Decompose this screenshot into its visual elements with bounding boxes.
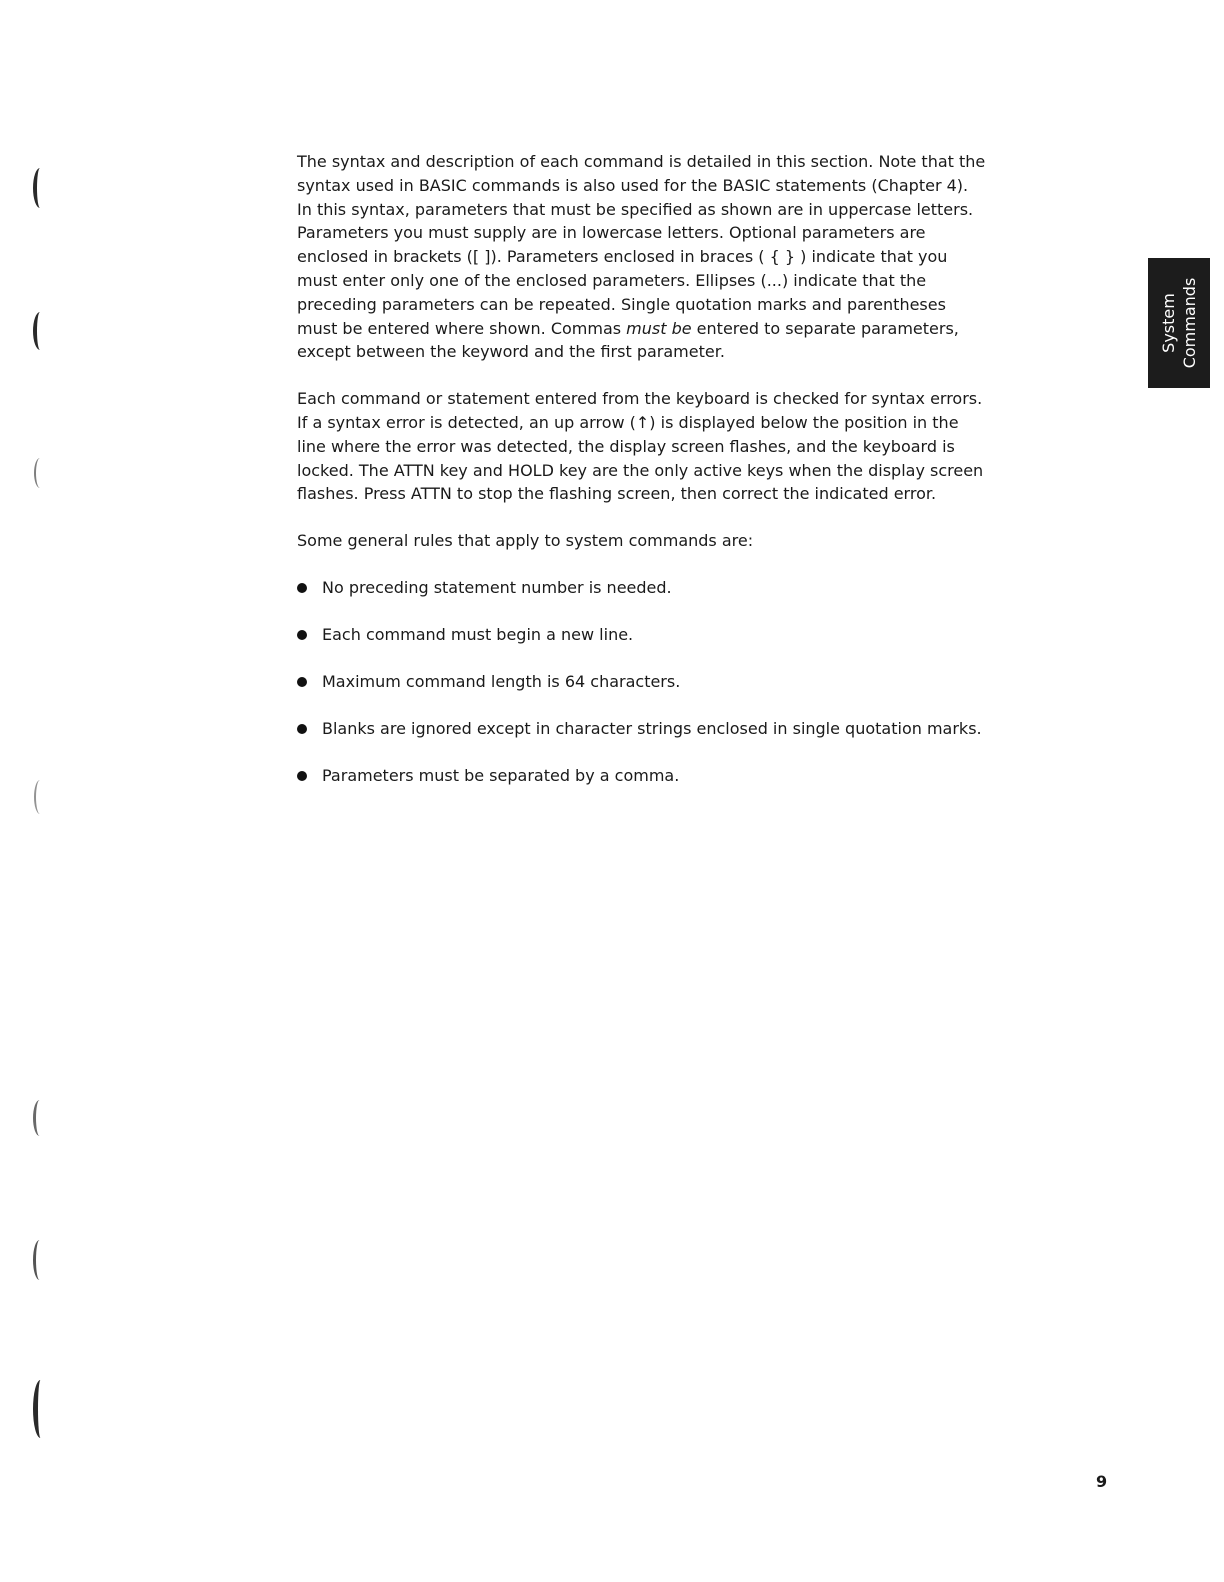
binder-mark — [33, 312, 47, 350]
list-item — [297, 764, 987, 788]
list-item-text: No preceding statement number is needed. — [322, 577, 672, 597]
list-item — [297, 576, 987, 600]
paragraph-syntax-errors: Each command or statement entered from the keyboard is checked for syntax errors. If a syntax error is detected, an up arrow (↑) is displayed below the position in the line where the error was detected, the display screen flashes, and the keyboard is locked. The ATTN key and HOLD key are the only active keys when the display screen flashes. Press ATTN to stop the flashing screen, then correct the indicated error. — [297, 389, 984, 504]
page-number: 9 — [1096, 1472, 1108, 1491]
binder-mark — [33, 1380, 48, 1438]
bullet-icon — [297, 724, 307, 734]
binder-mark — [34, 780, 46, 814]
list-item-text: Maximum command length is 64 characters. — [322, 671, 681, 691]
main-text — [297, 150, 987, 811]
section-tab-label: System Commands — [1159, 277, 1199, 369]
paragraph-syntax — [297, 150, 987, 364]
list-item — [297, 623, 987, 647]
bullet-icon — [297, 771, 307, 781]
binder-mark — [34, 458, 46, 488]
list-item — [297, 717, 987, 741]
rules-list — [297, 576, 987, 788]
bullet-icon — [297, 677, 307, 687]
emphasis-must-be: must be — [626, 318, 692, 338]
bullet-icon — [297, 583, 307, 593]
list-item-text: Each command must begin a new line. — [322, 624, 634, 644]
paragraph-general-rules: Some general rules that apply to system commands are: — [297, 531, 754, 551]
section-tab — [1148, 258, 1210, 388]
paragraph-syntax-tail: entered to separate parameters, except between the keyword and the first parameter. — [297, 318, 959, 362]
list-item-text: Parameters must be separated by a comma. — [322, 765, 680, 785]
list-item-text: Blanks are ignored except in character strings enclosed in single quotation marks. — [322, 718, 982, 738]
binder-mark — [33, 1100, 46, 1136]
binder-mark — [33, 1240, 46, 1280]
paragraph-syntax-text: The syntax and description of each command is detailed in this section. Note that the syntax used in BASIC commands is also used for the BASIC statements (Chapter 4). In this syntax, parameters that must be specified as shown are in uppercase letters. Parameters you must supply are in lowercase letters. Optional parameters are enclosed in brackets ([ ]). Parameters enclosed in braces ( { } ) indicate that you must enter only one of the enclosed parameters. Ellipses (...) indicate that the preceding parameters can be repeated. Single quotation marks and parentheses must be entered where shown. Commas — [297, 152, 986, 338]
bullet-icon — [297, 630, 307, 640]
list-item — [297, 670, 987, 694]
binder-mark — [33, 168, 47, 208]
